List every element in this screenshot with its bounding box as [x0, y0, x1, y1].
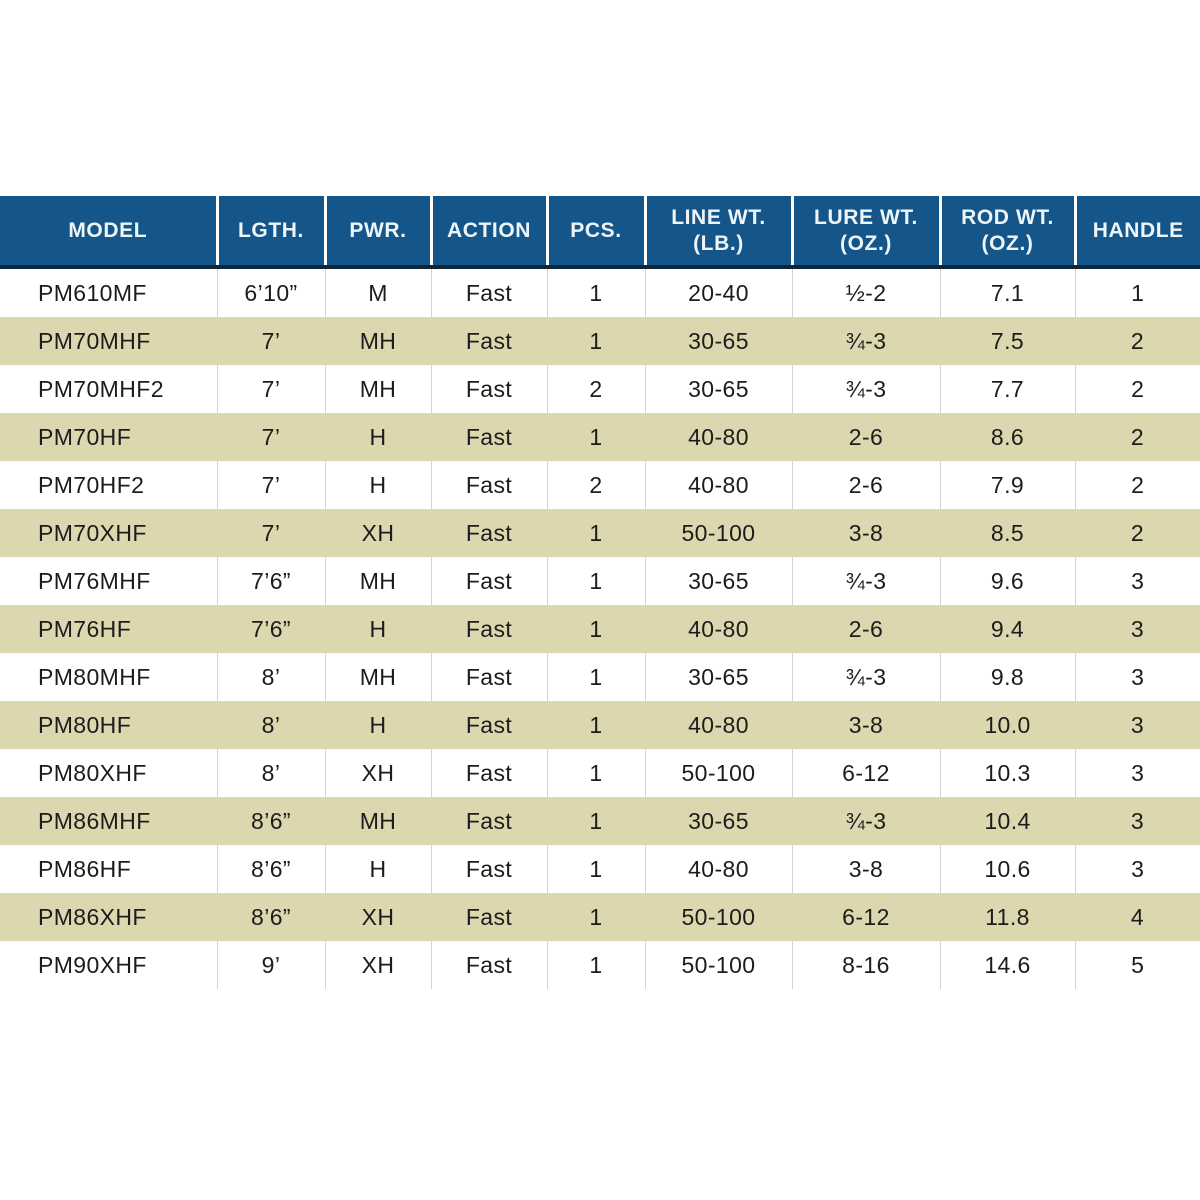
cell-action: Fast	[431, 653, 547, 701]
cell-line-weight: 50-100	[645, 749, 792, 797]
cell-action: Fast	[431, 365, 547, 413]
cell-lure-weight: ¾-3	[792, 557, 940, 605]
cell-action: Fast	[431, 701, 547, 749]
rod-spec-table	[0, 196, 1200, 989]
cell-length: 9’	[217, 941, 325, 989]
cell-lure-weight: 8-16	[792, 941, 940, 989]
cell-power: MH	[325, 557, 431, 605]
header-row	[0, 196, 1200, 267]
cell-power: H	[325, 701, 431, 749]
column-header-sublabel: (LB.)	[693, 231, 744, 255]
cell-handle: 3	[1075, 701, 1200, 749]
cell-length: 8’6”	[217, 797, 325, 845]
table-row	[0, 749, 1200, 797]
table-row	[0, 317, 1200, 365]
cell-lure-weight: ¾-3	[792, 317, 940, 365]
cell-model: PM610MF	[0, 267, 217, 317]
cell-lure-weight: ¾-3	[792, 653, 940, 701]
cell-model: PM70MHF2	[0, 365, 217, 413]
cell-line-weight: 30-65	[645, 557, 792, 605]
cell-lure-weight: 2-6	[792, 461, 940, 509]
cell-pieces: 1	[547, 941, 645, 989]
cell-line-weight: 30-65	[645, 797, 792, 845]
cell-length: 7’6”	[217, 557, 325, 605]
cell-pieces: 1	[547, 893, 645, 941]
column-header-rod-weight	[940, 196, 1075, 267]
cell-length: 8’	[217, 749, 325, 797]
cell-pieces: 1	[547, 845, 645, 893]
cell-lure-weight: 2-6	[792, 413, 940, 461]
cell-handle: 3	[1075, 605, 1200, 653]
cell-pieces: 1	[547, 749, 645, 797]
table-row	[0, 557, 1200, 605]
table-row	[0, 605, 1200, 653]
table-row	[0, 893, 1200, 941]
cell-handle: 2	[1075, 365, 1200, 413]
cell-line-weight: 40-80	[645, 605, 792, 653]
cell-pieces: 1	[547, 557, 645, 605]
cell-lure-weight: 3-8	[792, 845, 940, 893]
cell-model: PM76HF	[0, 605, 217, 653]
cell-action: Fast	[431, 605, 547, 653]
table-row	[0, 797, 1200, 845]
cell-model: PM86HF	[0, 845, 217, 893]
cell-length: 7’	[217, 317, 325, 365]
cell-lure-weight: ½-2	[792, 267, 940, 317]
cell-pieces: 1	[547, 797, 645, 845]
cell-lure-weight: ¾-3	[792, 797, 940, 845]
cell-length: 7’	[217, 413, 325, 461]
cell-action: Fast	[431, 845, 547, 893]
cell-lure-weight: 2-6	[792, 605, 940, 653]
cell-rod-weight: 7.1	[940, 267, 1075, 317]
cell-handle: 2	[1075, 509, 1200, 557]
cell-handle: 3	[1075, 845, 1200, 893]
column-header-sublabel: (OZ.)	[840, 231, 892, 255]
cell-model: PM80XHF	[0, 749, 217, 797]
cell-line-weight: 50-100	[645, 893, 792, 941]
cell-rod-weight: 14.6	[940, 941, 1075, 989]
cell-pieces: 1	[547, 701, 645, 749]
table-header	[0, 196, 1200, 267]
cell-pieces: 1	[547, 653, 645, 701]
cell-handle: 1	[1075, 267, 1200, 317]
cell-line-weight: 40-80	[645, 701, 792, 749]
cell-power: XH	[325, 749, 431, 797]
cell-line-weight: 30-65	[645, 317, 792, 365]
cell-rod-weight: 8.6	[940, 413, 1075, 461]
cell-power: MH	[325, 797, 431, 845]
column-header-pieces	[547, 196, 645, 267]
cell-rod-weight: 11.8	[940, 893, 1075, 941]
cell-action: Fast	[431, 461, 547, 509]
table-row	[0, 845, 1200, 893]
column-header-label: MODEL	[68, 218, 148, 242]
cell-action: Fast	[431, 317, 547, 365]
cell-power: MH	[325, 653, 431, 701]
cell-model: PM70MHF	[0, 317, 217, 365]
cell-action: Fast	[431, 509, 547, 557]
table-row	[0, 509, 1200, 557]
cell-length: 8’	[217, 653, 325, 701]
column-header-label: ACTION	[446, 218, 532, 242]
cell-length: 7’	[217, 461, 325, 509]
column-header-label: LINE WT.	[671, 205, 766, 229]
cell-line-weight: 30-65	[645, 365, 792, 413]
cell-length: 8’6”	[217, 893, 325, 941]
cell-rod-weight: 7.7	[940, 365, 1075, 413]
cell-handle: 3	[1075, 653, 1200, 701]
column-header-handle	[1075, 196, 1200, 267]
cell-line-weight: 30-65	[645, 653, 792, 701]
table-row	[0, 267, 1200, 317]
cell-rod-weight: 9.6	[940, 557, 1075, 605]
cell-rod-weight: 7.5	[940, 317, 1075, 365]
cell-rod-weight: 9.8	[940, 653, 1075, 701]
cell-model: PM86MHF	[0, 797, 217, 845]
cell-rod-weight: 7.9	[940, 461, 1075, 509]
cell-line-weight: 40-80	[645, 845, 792, 893]
cell-action: Fast	[431, 267, 547, 317]
cell-line-weight: 40-80	[645, 461, 792, 509]
cell-model: PM76MHF	[0, 557, 217, 605]
cell-length: 6’10”	[217, 267, 325, 317]
cell-rod-weight: 10.4	[940, 797, 1075, 845]
cell-pieces: 1	[547, 317, 645, 365]
cell-power: XH	[325, 509, 431, 557]
column-header-lure-weight	[792, 196, 940, 267]
cell-action: Fast	[431, 557, 547, 605]
cell-pieces: 1	[547, 509, 645, 557]
column-header-label: PCS.	[570, 218, 622, 242]
cell-line-weight: 40-80	[645, 413, 792, 461]
column-header-line-weight	[645, 196, 792, 267]
cell-rod-weight: 10.6	[940, 845, 1075, 893]
cell-line-weight: 20-40	[645, 267, 792, 317]
cell-handle: 5	[1075, 941, 1200, 989]
cell-handle: 2	[1075, 413, 1200, 461]
cell-power: H	[325, 413, 431, 461]
column-header-model	[0, 196, 217, 267]
cell-power: H	[325, 461, 431, 509]
rod-spec-table-section	[0, 196, 1200, 989]
cell-length: 8’	[217, 701, 325, 749]
cell-pieces: 2	[547, 461, 645, 509]
cell-length: 7’	[217, 365, 325, 413]
table-row	[0, 941, 1200, 989]
cell-lure-weight: 3-8	[792, 509, 940, 557]
cell-length: 7’6”	[217, 605, 325, 653]
cell-power: XH	[325, 893, 431, 941]
cell-pieces: 2	[547, 365, 645, 413]
cell-model: PM80HF	[0, 701, 217, 749]
table-row	[0, 413, 1200, 461]
table-row	[0, 365, 1200, 413]
cell-handle: 2	[1075, 317, 1200, 365]
table-row	[0, 701, 1200, 749]
column-header-label: PWR.	[349, 218, 407, 242]
cell-pieces: 1	[547, 267, 645, 317]
cell-pieces: 1	[547, 605, 645, 653]
column-header-label: HANDLE	[1092, 218, 1184, 242]
cell-power: XH	[325, 941, 431, 989]
cell-power: MH	[325, 317, 431, 365]
cell-power: M	[325, 267, 431, 317]
cell-length: 8’6”	[217, 845, 325, 893]
cell-lure-weight: 6-12	[792, 893, 940, 941]
column-header-action	[431, 196, 547, 267]
cell-line-weight: 50-100	[645, 509, 792, 557]
cell-model: PM70HF	[0, 413, 217, 461]
cell-handle: 3	[1075, 557, 1200, 605]
cell-lure-weight: ¾-3	[792, 365, 940, 413]
cell-power: MH	[325, 365, 431, 413]
cell-handle: 4	[1075, 893, 1200, 941]
cell-action: Fast	[431, 941, 547, 989]
cell-rod-weight: 10.3	[940, 749, 1075, 797]
cell-model: PM70XHF	[0, 509, 217, 557]
column-header-length	[217, 196, 325, 267]
cell-action: Fast	[431, 749, 547, 797]
cell-model: PM70HF2	[0, 461, 217, 509]
cell-line-weight: 50-100	[645, 941, 792, 989]
cell-power: H	[325, 845, 431, 893]
column-header-label: LGTH.	[238, 218, 304, 242]
column-header-power	[325, 196, 431, 267]
table-row	[0, 461, 1200, 509]
cell-rod-weight: 9.4	[940, 605, 1075, 653]
table-body	[0, 267, 1200, 989]
column-header-label: ROD WT.	[961, 205, 1054, 229]
column-header-label: LURE WT.	[814, 205, 918, 229]
cell-power: H	[325, 605, 431, 653]
cell-handle: 2	[1075, 461, 1200, 509]
cell-length: 7’	[217, 509, 325, 557]
table-row	[0, 653, 1200, 701]
cell-model: PM90XHF	[0, 941, 217, 989]
cell-model: PM80MHF	[0, 653, 217, 701]
cell-action: Fast	[431, 797, 547, 845]
cell-action: Fast	[431, 893, 547, 941]
cell-pieces: 1	[547, 413, 645, 461]
column-header-sublabel: (OZ.)	[981, 231, 1034, 255]
cell-handle: 3	[1075, 749, 1200, 797]
cell-model: PM86XHF	[0, 893, 217, 941]
cell-lure-weight: 3-8	[792, 701, 940, 749]
cell-rod-weight: 8.5	[940, 509, 1075, 557]
cell-rod-weight: 10.0	[940, 701, 1075, 749]
cell-action: Fast	[431, 413, 547, 461]
cell-handle: 3	[1075, 797, 1200, 845]
cell-lure-weight: 6-12	[792, 749, 940, 797]
